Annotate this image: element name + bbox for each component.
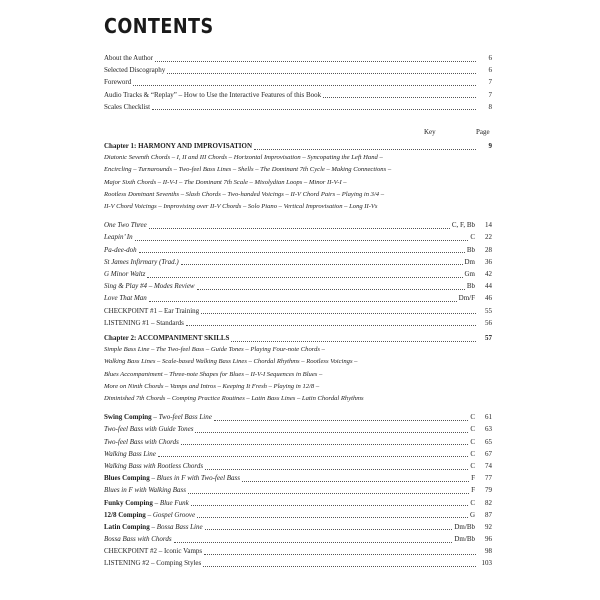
dot-leader xyxy=(149,222,450,229)
chapter-topics-line: Diminished 7th Chords – Comping Practice Routines – Latin Bass Lines – Latin Chordal Rhythms xyxy=(104,395,364,402)
entry-page: 8 xyxy=(488,102,492,111)
entry-title: St James Infirmary (Trad.) xyxy=(104,257,179,266)
entry-page: 36 xyxy=(485,257,492,266)
dot-leader xyxy=(242,475,469,482)
entry-title: Leapin’ In xyxy=(104,233,133,242)
dot-leader xyxy=(155,55,476,62)
entry-title: – Blue Funk xyxy=(152,498,189,507)
chapter-2-heading[interactable] xyxy=(104,332,492,344)
toc-entry[interactable] xyxy=(104,484,492,496)
toc-entry[interactable] xyxy=(104,244,492,256)
toc-entry[interactable] xyxy=(104,448,492,460)
dot-leader xyxy=(152,103,476,110)
entry-title: G Minor Waltz xyxy=(104,269,146,278)
dot-leader xyxy=(231,335,476,342)
entry-category: Blues Comping xyxy=(104,474,150,483)
entry-page: 6 xyxy=(488,54,492,62)
entry-page: 92 xyxy=(485,522,492,531)
entry-key: F xyxy=(471,474,475,483)
entry-page: 14 xyxy=(485,221,492,230)
entry-page: 98 xyxy=(485,547,492,556)
entry-page: 79 xyxy=(485,486,492,495)
entry-key: G xyxy=(469,510,475,519)
toc-entry[interactable] xyxy=(104,219,492,231)
entry-key: C xyxy=(470,498,475,507)
entry-page: 87 xyxy=(485,510,492,519)
toc-entry[interactable] xyxy=(104,509,492,521)
entry-key: C xyxy=(470,461,475,470)
entry-category: Latin Comping xyxy=(104,522,150,531)
dot-leader xyxy=(195,426,468,433)
entry-title: CHECKPOINT #2 – Iconic Vamps xyxy=(104,547,203,556)
toc-entry[interactable] xyxy=(104,460,492,472)
toc-entry[interactable] xyxy=(104,545,492,557)
chapter-1-section xyxy=(104,140,492,329)
entry-title: About the Author xyxy=(104,54,153,62)
entry-page: 57 xyxy=(485,334,492,342)
dot-leader xyxy=(188,487,469,494)
toc-entry[interactable] xyxy=(104,64,492,76)
entry-page: 44 xyxy=(485,282,492,291)
entry-key: C xyxy=(470,449,475,458)
entry-page: 22 xyxy=(485,233,492,242)
entry-key: C xyxy=(470,413,475,422)
dot-leader xyxy=(205,523,453,530)
entry-title: – Gospel Groove xyxy=(145,510,196,519)
chapter-title: Chapter 1: HARMONY AND IMPROVISATION xyxy=(104,142,253,150)
entry-key: Dm/Bb xyxy=(454,535,475,544)
entry-key: Dm/Bb xyxy=(454,522,475,531)
entry-key: Dm xyxy=(464,257,475,266)
chapter-topics-line: Simple Bass Line – The Two-feel Bass – Guide Tones – Playing Four-note Chords – xyxy=(104,346,325,354)
entry-key: C xyxy=(470,437,475,446)
dot-leader xyxy=(135,234,469,241)
entry-category: Swing Comping xyxy=(104,413,152,422)
entry-page: 65 xyxy=(485,437,492,446)
dot-leader xyxy=(323,91,476,98)
entry-category: 12/8 Comping xyxy=(104,510,146,519)
entry-page: 56 xyxy=(485,318,492,327)
entry-key: C, F, Bb xyxy=(451,221,475,230)
page-title: CONTENTS xyxy=(104,14,214,38)
entry-page: 6 xyxy=(488,66,492,75)
toc-entry[interactable] xyxy=(104,280,492,292)
entry-title: One Two Three xyxy=(104,221,147,230)
toc-entry[interactable] xyxy=(104,533,492,545)
entry-title: Love That Man xyxy=(104,294,147,303)
toc-entry[interactable] xyxy=(104,101,492,113)
dot-leader xyxy=(133,79,476,86)
entry-title: Two-feel Bass with Guide Tones xyxy=(104,425,194,434)
chapter-topics-line: Encircling – Turnarounds – Two-feel Bass Lines – Shells – The Dominant 7th Cycle – Making Connections – xyxy=(104,166,392,174)
entry-title: Sing & Play #4 – Modes Review xyxy=(104,282,195,291)
entry-title: Scales Checklist xyxy=(104,102,151,111)
entry-page: 7 xyxy=(488,78,492,87)
entry-page: 46 xyxy=(485,294,492,303)
dot-leader xyxy=(204,548,476,555)
front-matter-list xyxy=(104,52,492,113)
toc-entry[interactable] xyxy=(104,52,492,64)
toc-entry[interactable] xyxy=(104,436,492,448)
entry-page: 7 xyxy=(488,90,492,99)
toc-entry[interactable] xyxy=(104,305,492,317)
chapter-title: Chapter 2: ACCOMPANIMENT SKILLS xyxy=(104,334,230,342)
entry-title: Selected Discography xyxy=(104,66,166,75)
entry-title: Audio Tracks & “Replay” – How to Use the Interactive Features of this Book xyxy=(104,90,322,99)
chapter-topics-line: II-V Chord Voicings – Improvising over II-V Chords – Solo Piano – Vertical Improvisation – Long II-Vs xyxy=(104,203,378,210)
dot-leader xyxy=(181,438,468,445)
entry-page: 61 xyxy=(485,413,492,422)
chapter-1-heading[interactable] xyxy=(104,140,492,152)
entry-page: 82 xyxy=(485,498,492,507)
dot-leader xyxy=(167,67,476,74)
chapter-topics-line: Major Sixth Chords – II-V-I – The Dominant 7th Scale – Mixolydian Loops – Minor II-V-I – xyxy=(104,178,347,186)
entry-page: 103 xyxy=(481,559,492,568)
entry-key: Bb xyxy=(466,245,475,254)
entry-title: Pa-dee-doh xyxy=(104,245,137,254)
dot-leader xyxy=(174,536,453,543)
entry-key: C xyxy=(470,233,475,242)
dot-leader xyxy=(191,499,469,506)
dot-leader xyxy=(186,319,476,326)
toc-entry[interactable] xyxy=(104,292,492,304)
entry-page: 67 xyxy=(485,449,492,458)
entry-page: 28 xyxy=(485,245,492,254)
entry-title: Foreword xyxy=(104,78,132,87)
entry-title: Blues in F with Walking Bass xyxy=(104,486,186,495)
entry-page: 77 xyxy=(485,474,492,483)
entry-title: Walking Bass with Rootless Chords xyxy=(104,461,204,470)
entry-key: Dm/F xyxy=(458,294,475,303)
chapter-topics-line: Diatonic Seventh Chords – I, II and III Chords – Horizontal Improvisation – Syncopating the Left Hand – xyxy=(104,154,383,162)
toc-entry[interactable] xyxy=(104,472,492,484)
toc-entry[interactable] xyxy=(104,89,492,101)
dot-leader xyxy=(254,143,476,150)
entry-key: Gm xyxy=(464,269,475,278)
entry-title: Bossa Bass with Chords xyxy=(104,535,172,544)
entry-page: 55 xyxy=(485,306,492,315)
dot-leader xyxy=(197,283,465,290)
toc-entry[interactable] xyxy=(104,268,492,280)
toc-entry[interactable] xyxy=(104,231,492,243)
dot-leader xyxy=(205,463,468,470)
toc-entry[interactable] xyxy=(104,423,492,435)
chapter-topics-line: Walking Bass Lines – Scale-based Walking Bass Lines – Chordal Rhythms – Rootless Voicings – xyxy=(104,358,358,366)
entry-page: 9 xyxy=(488,142,492,150)
dot-leader xyxy=(149,295,457,302)
entry-key: C xyxy=(470,425,475,434)
entry-title: CHECKPOINT #1 – Ear Training xyxy=(104,306,200,315)
dot-leader xyxy=(147,271,462,278)
chapter-topics-line: More on Ninth Chords – Vamps and Intros – Keeping It Fresh – Playing in 12/8 – xyxy=(104,382,320,390)
toc-entry[interactable] xyxy=(104,317,492,329)
dot-leader xyxy=(203,560,476,567)
dot-leader xyxy=(181,258,463,265)
entry-title: LISTENING #2 – Comping Styles xyxy=(104,559,202,568)
dot-leader xyxy=(201,307,476,314)
key-column-header: Key xyxy=(424,128,436,136)
toc-entry[interactable] xyxy=(104,497,492,509)
dot-leader xyxy=(214,414,469,421)
toc-entry[interactable] xyxy=(104,411,492,423)
entry-title: – Two-feel Bass Line xyxy=(151,413,212,422)
entry-key: F xyxy=(471,486,475,495)
entry-page: 42 xyxy=(485,269,492,278)
chapter-topics-line: Rootless Dominant Sevenths – Slash Chords – Two-handed Voicings – II-V Chord Pairs – Playing in 3/4 – xyxy=(104,190,385,198)
entry-key: Bb xyxy=(466,282,475,291)
entry-title: – Bossa Bass Line xyxy=(149,522,203,531)
entry-title: – Blues in F with Two-feel Bass xyxy=(149,474,241,483)
dot-leader xyxy=(158,450,468,457)
toc-entry[interactable] xyxy=(104,557,492,569)
entry-page: 74 xyxy=(485,461,492,470)
page-column-header: Page xyxy=(476,128,490,136)
entry-page: 96 xyxy=(485,535,492,544)
chapter-topics-line: Blues Accompaniment – Three-note Shapes for Blues – II-V-I Sequences in Blues – xyxy=(104,370,323,378)
entry-title: Walking Bass Line xyxy=(104,449,156,458)
toc-entry[interactable] xyxy=(104,521,492,533)
entry-page: 63 xyxy=(485,425,492,434)
entry-category: Funky Comping xyxy=(104,498,153,507)
entry-title: LISTENING #1 – Standards xyxy=(104,318,184,327)
dot-leader xyxy=(197,511,468,518)
chapter-2-section xyxy=(104,332,492,570)
toc-entry[interactable] xyxy=(104,256,492,268)
entry-title: Two-feel Bass with Chords xyxy=(104,437,179,446)
toc-entry[interactable] xyxy=(104,76,492,88)
dot-leader xyxy=(139,246,465,253)
